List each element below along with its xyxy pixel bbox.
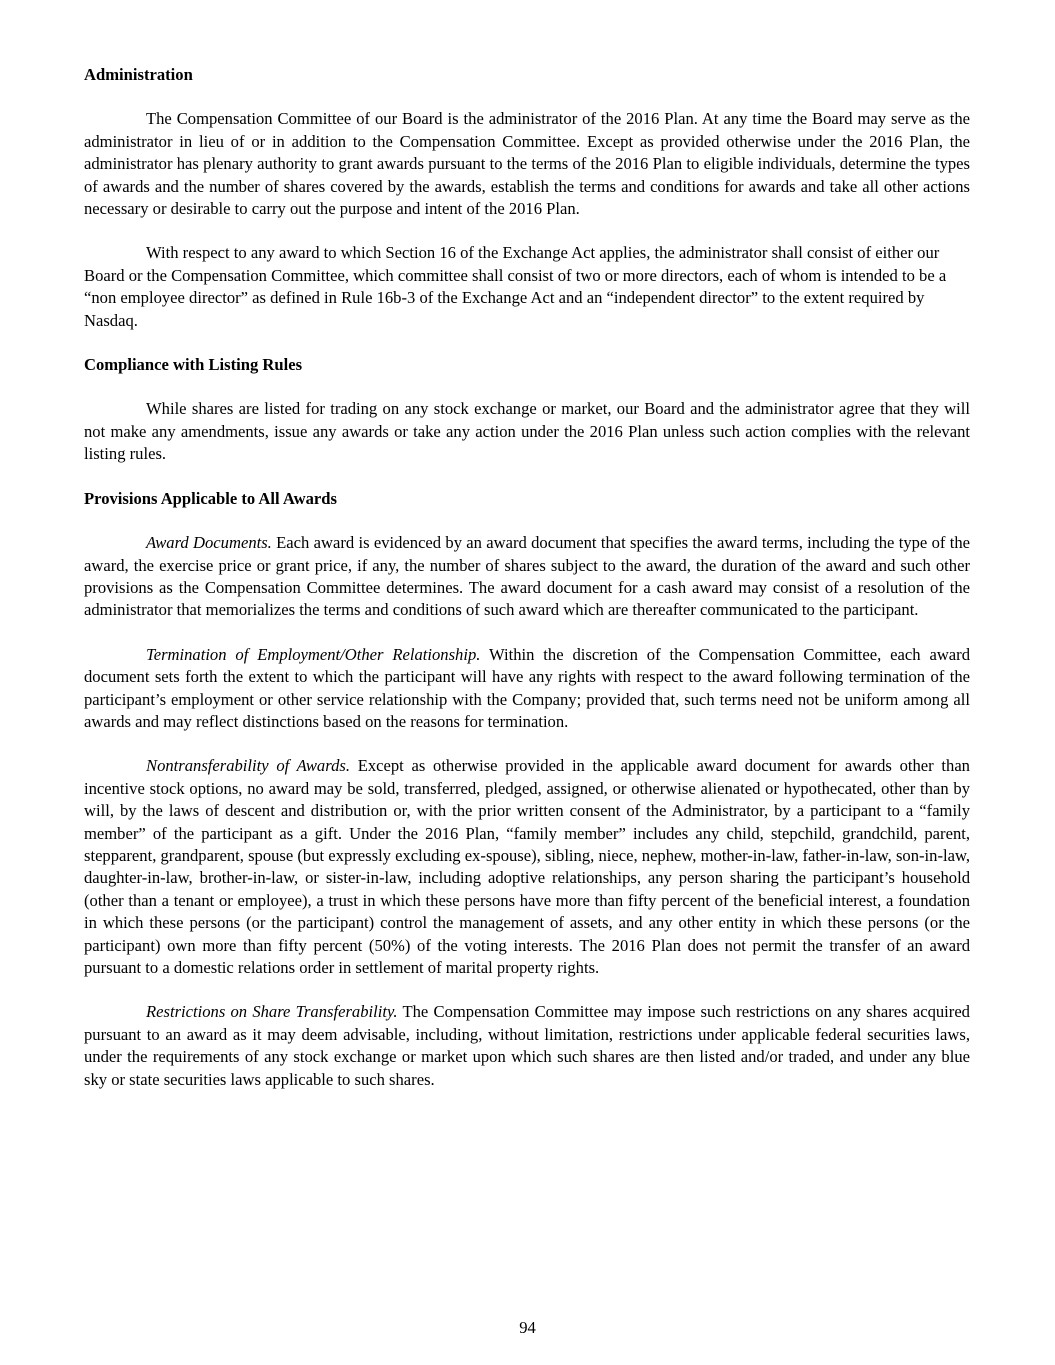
paragraph-award-documents (84, 532, 970, 622)
paragraph-text: Within the discretion of the Compensation Committee, each award document sets forth the extent to which the participant will have any rights with respect to the award following termination of the participant’s employment or other service relationship with the Company; provided that, such terms need not be uniform among all awards and may reflect distinctions based on the reasons for termination. (84, 644, 970, 731)
paragraph-compliance (84, 398, 970, 465)
paragraph-termination-of-employment (84, 644, 970, 734)
heading-provisions-applicable-to-all-awards: Provisions Applicable to All Awards (84, 488, 337, 508)
paragraph-text: Each award is evidenced by an award document that specifies the award terms, including the type of the award, the exercise price or grant price, if any, the number of shares subject to the award, the duration of the award and such other provisions as the Compensation Committee determines. The award document for a cash award may consist of a resolution of the administrator that memorializes the terms and conditions of such award which are thereafter communicated to the participant. (84, 533, 970, 620)
paragraph-nontransferability (84, 755, 970, 979)
paragraph-text: With respect to any award to which Section 16 of the Exchange Act applies, the administrator shall consist of either our Board or the Compensation Committee, which committee shall consist of two or more directors, each of whom is intended to be a “non employee director” as defined in Rule 16b-3 of the Exchange Act and an “independent director” to the extent required by Nasdaq. (84, 243, 947, 330)
heading-administration: Administration (84, 65, 193, 84)
paragraph-text: The Compensation Committee may impose such restrictions on any shares acquired pursuant to an award as it may deem advisable, including, without limitation, restrictions under applicable federal securities laws, under the requirements of any stock exchange or market upon which such shares are then listed and/or traded, and under any blue sky or state securities laws applicable to such shares. (84, 1002, 970, 1089)
paragraph-text: While shares are listed for trading on any stock exchange or market, our Board and the administrator agree that they will not make any amendments, issue any awards or take any action under the 2016 Plan unless such action complies with the relevant listing rules. (84, 399, 970, 464)
paragraph-lead-restrictions: Restrictions on Share Transferability. (146, 1002, 398, 1022)
paragraph-lead-nontransferability: Nontransferability of Awards. (146, 756, 350, 776)
paragraph-lead-award-documents: Award Documents. (146, 533, 272, 553)
page-number: 94 (519, 1317, 536, 1337)
paragraph-restrictions-on-share-transferability (84, 1001, 970, 1091)
paragraph-lead-termination: Termination of Employment/Other Relationship. (146, 644, 481, 664)
heading-compliance-with-listing-rules: Compliance with Listing Rules (84, 355, 303, 375)
paragraph-text: Except as otherwise provided in the applicable award document for awards other than incentive stock options, no award may be sold, transferred, pledged, assigned, or otherwise alienated or hypothecated, other than by will, by the laws of descent and distribution or, with the prior written consent of the Administrator, by a participant to a “family member” of the participant as a gift. Under the 2016 Plan, “family member” includes any child, stepchild, grandchild, parent, stepparent, grandparent, spouse (but expressly excluding ex-spouse), sibling, niece, nephew, mother-in-law, father-in-law, son-in-law, daughter-in-law, brother-in-law, or sister-in-law, including adoptive relationships, any person sharing the participant’s household (other than a tenant or employee), a trust in which these persons have more than fifty percent of the beneficial interest, a foundation in which these persons (or the participant) control the management of assets, and any other entity in which these persons (or the participant) own more than fifty percent (50%) of the voting interests. The 2016 Plan does not permit the transfer of an award pursuant to a domestic relations order in settlement of marital property rights. (84, 756, 970, 977)
paragraph-administration-2 (84, 242, 970, 332)
paragraph-administration-1 (84, 108, 970, 220)
paragraph-text: The Compensation Committee of our Board is the administrator of the 2016 Plan. At any time the Board may serve as the administrator in lieu of or in addition to the Compensation Committee. Except as provided otherwise under the 2016 Plan, the administrator has plenary authority to grant awards pursuant to the terms of the 2016 Plan to eligible individuals, determine the types of awards and the number of shares covered by the awards, establish the terms and conditions for awards and take all other actions necessary or desirable to carry out the purpose and intent of the 2016 Plan. (84, 109, 970, 219)
